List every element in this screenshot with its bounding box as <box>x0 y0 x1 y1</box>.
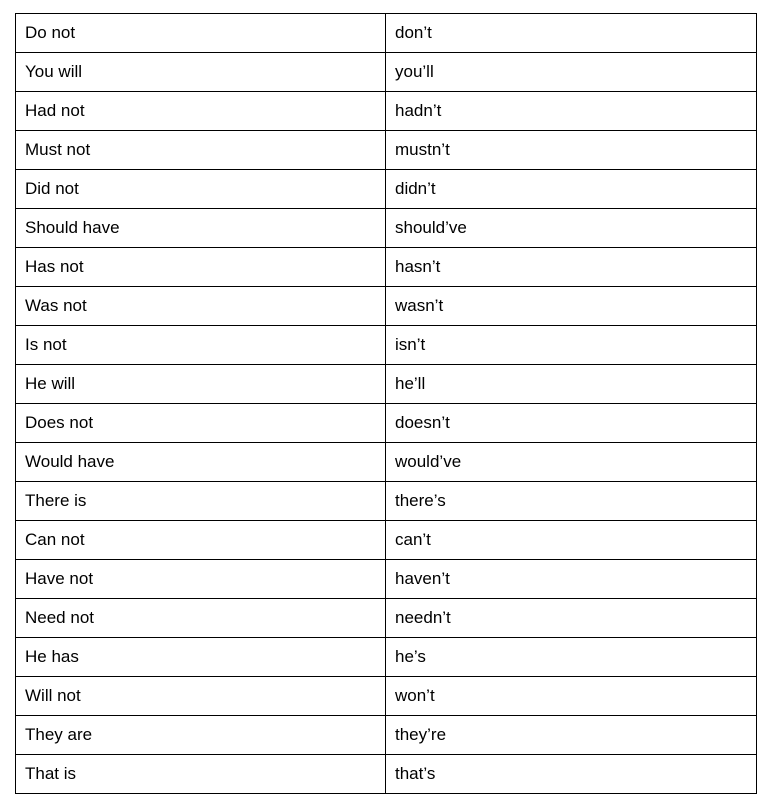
table-row <box>16 677 757 716</box>
table-row <box>16 14 757 53</box>
contractions-table <box>15 13 757 794</box>
phrase-cell: Does not <box>16 404 386 443</box>
table-body <box>16 14 757 794</box>
phrase-cell: Did not <box>16 170 386 209</box>
table-row <box>16 599 757 638</box>
contraction-cell: don’t <box>386 14 757 53</box>
contraction-cell: there’s <box>386 482 757 521</box>
contraction-cell: would’ve <box>386 443 757 482</box>
table-row <box>16 248 757 287</box>
phrase-cell: Will not <box>16 677 386 716</box>
contraction-cell: you’ll <box>386 53 757 92</box>
phrase-cell: Would have <box>16 443 386 482</box>
table-row <box>16 404 757 443</box>
phrase-cell: You will <box>16 53 386 92</box>
phrase-cell: He has <box>16 638 386 677</box>
phrase-cell: Must not <box>16 131 386 170</box>
contraction-cell: he’s <box>386 638 757 677</box>
phrase-cell: Need not <box>16 599 386 638</box>
contraction-cell: mustn’t <box>386 131 757 170</box>
table-row <box>16 287 757 326</box>
contraction-cell: they’re <box>386 716 757 755</box>
contraction-cell: isn’t <box>386 326 757 365</box>
contraction-cell: won’t <box>386 677 757 716</box>
phrase-cell: There is <box>16 482 386 521</box>
contraction-cell: doesn’t <box>386 404 757 443</box>
table-row <box>16 755 757 794</box>
table-row <box>16 170 757 209</box>
contraction-cell: hasn’t <box>386 248 757 287</box>
contraction-cell: haven’t <box>386 560 757 599</box>
contraction-cell: hadn’t <box>386 92 757 131</box>
contraction-cell: wasn’t <box>386 287 757 326</box>
table-row <box>16 326 757 365</box>
table-row <box>16 53 757 92</box>
table-row <box>16 92 757 131</box>
phrase-cell: Should have <box>16 209 386 248</box>
phrase-cell: That is <box>16 755 386 794</box>
phrase-cell: Had not <box>16 92 386 131</box>
table-row <box>16 443 757 482</box>
table-row <box>16 638 757 677</box>
table-row <box>16 560 757 599</box>
contraction-cell: needn’t <box>386 599 757 638</box>
contraction-cell: can’t <box>386 521 757 560</box>
phrase-cell: Do not <box>16 14 386 53</box>
contraction-cell: he’ll <box>386 365 757 404</box>
table-row <box>16 209 757 248</box>
table-row <box>16 365 757 404</box>
table-row <box>16 482 757 521</box>
contractions-table-container <box>15 13 757 794</box>
phrase-cell: Was not <box>16 287 386 326</box>
phrase-cell: He will <box>16 365 386 404</box>
contraction-cell: should’ve <box>386 209 757 248</box>
table-row <box>16 716 757 755</box>
phrase-cell: Has not <box>16 248 386 287</box>
phrase-cell: Can not <box>16 521 386 560</box>
contraction-cell: didn’t <box>386 170 757 209</box>
table-row <box>16 521 757 560</box>
phrase-cell: Is not <box>16 326 386 365</box>
table-row <box>16 131 757 170</box>
phrase-cell: They are <box>16 716 386 755</box>
phrase-cell: Have not <box>16 560 386 599</box>
contraction-cell: that’s <box>386 755 757 794</box>
